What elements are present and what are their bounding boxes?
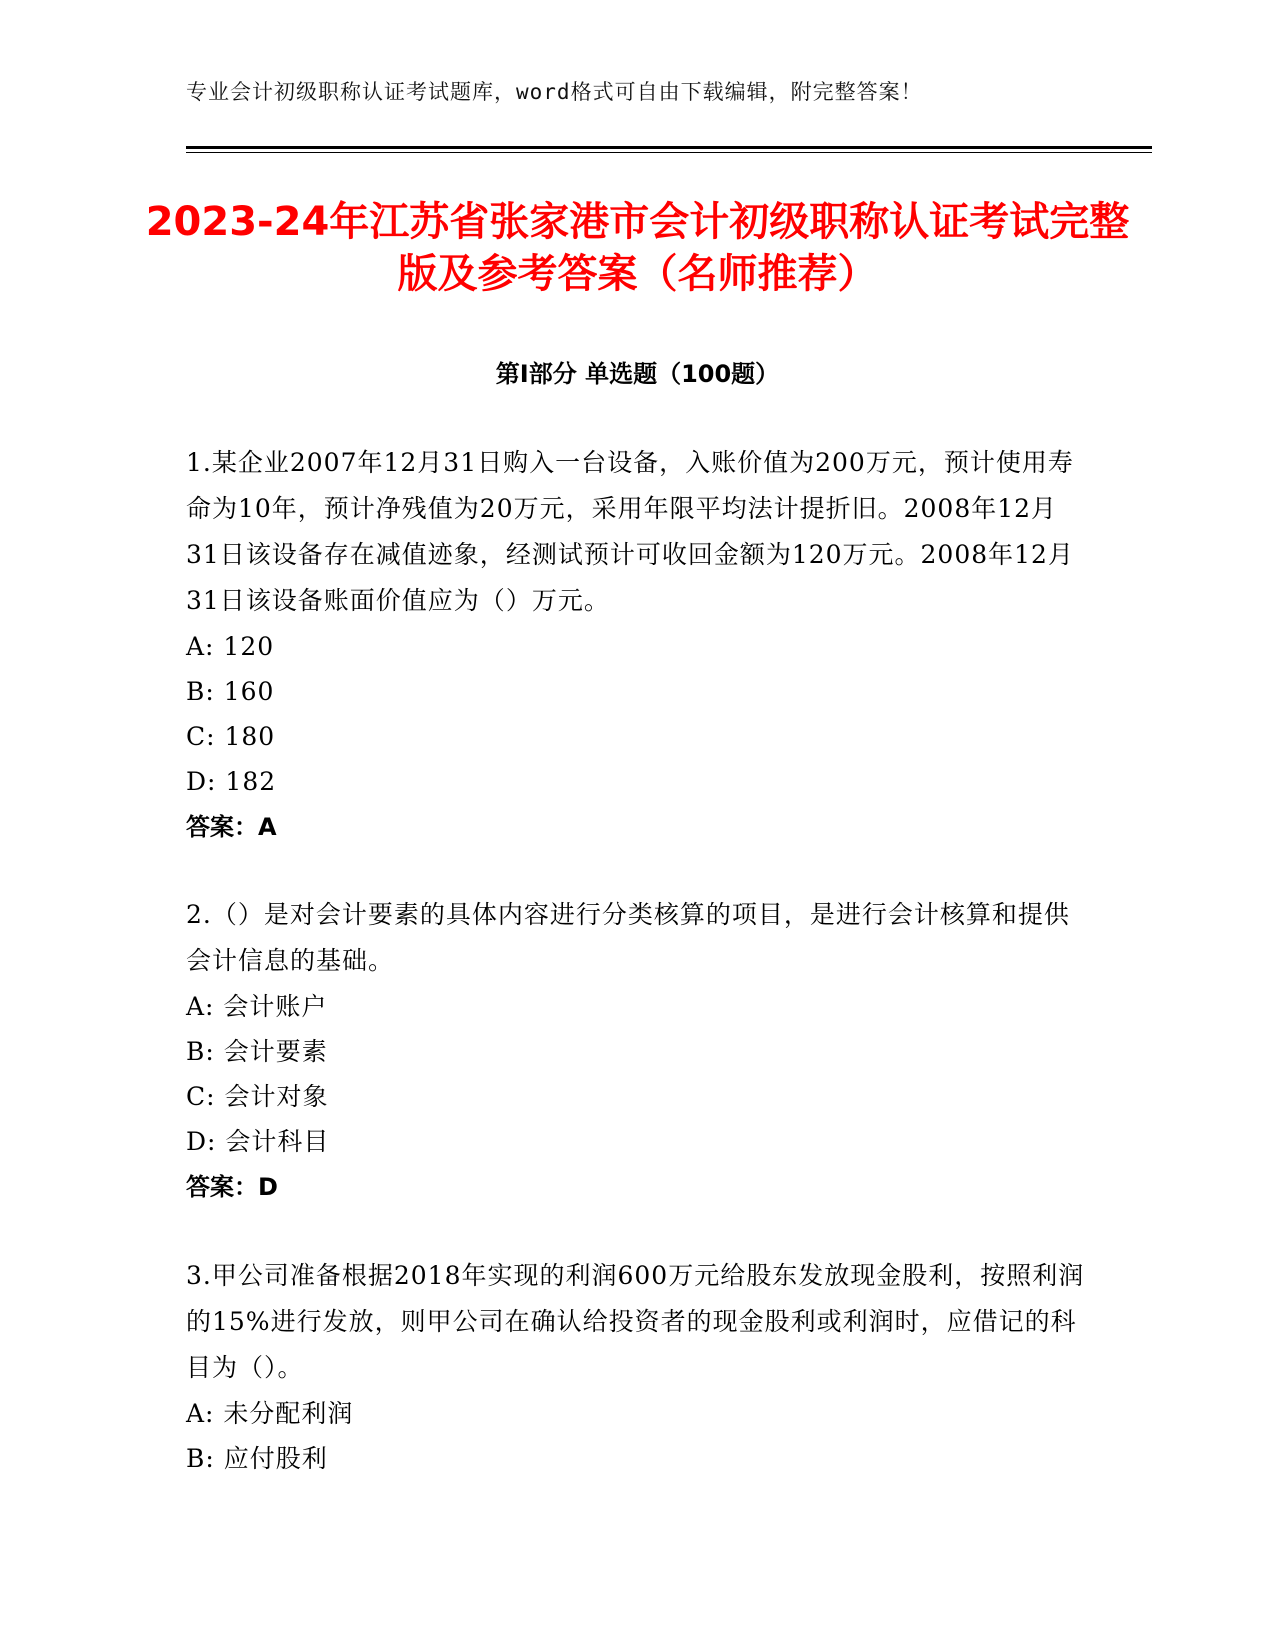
option-c: C: 会计对象	[186, 1082, 329, 1111]
option-c: C: 180	[186, 722, 276, 751]
question-1	[186, 440, 1086, 850]
question-stem: 3.甲公司准备根据2018年实现的利润600万元给股东发放现金股利，按照利润的15%进行发放，则甲公司在确认给投资者的现金股利或利润时，应借记的科目为（）。	[186, 1261, 1085, 1382]
answer: 答案：D	[186, 1173, 278, 1201]
section-title: 第Ⅰ部分 单选题（100题）	[495, 360, 780, 388]
option-d: D: 会计科目	[186, 1127, 330, 1156]
question-stem: 1.某企业2007年12月31日购入一台设备，入账价值为200万元，预计使用寿命为10年，预计净残值为20万元，采用年限平均法计提折旧。2008年12月31日该设备存在减值迹象，经测试预计可收回金额为120万元。2008年12月31日该设备账面价值应为（）万元。	[186, 448, 1074, 615]
header-note: 专业会计初级职称认证考试题库，word格式可自由下载编辑，附完整答案！	[186, 80, 923, 104]
option-b: B: 应付股利	[186, 1444, 328, 1473]
document-title: 2023-24年江苏省张家港市会计初级职称认证考试完整版及参考答案（名师推荐）	[145, 199, 1130, 297]
header-rule-thin	[186, 152, 1152, 153]
option-a: A: 未分配利润	[186, 1399, 354, 1428]
option-a: A: 120	[186, 632, 275, 661]
option-d: D: 182	[186, 767, 277, 796]
question-2	[186, 892, 1086, 1210]
header-rule-thick	[186, 146, 1152, 149]
option-a: A: 会计账户	[186, 992, 328, 1021]
question-stem: 2.（）是对会计要素的具体内容进行分类核算的项目，是进行会计核算和提供会计信息的基础。	[186, 900, 1070, 975]
answer: 答案：A	[186, 813, 277, 841]
option-b: B: 160	[186, 677, 275, 706]
option-b: B: 会计要素	[186, 1037, 328, 1066]
question-3	[186, 1253, 1086, 1481]
